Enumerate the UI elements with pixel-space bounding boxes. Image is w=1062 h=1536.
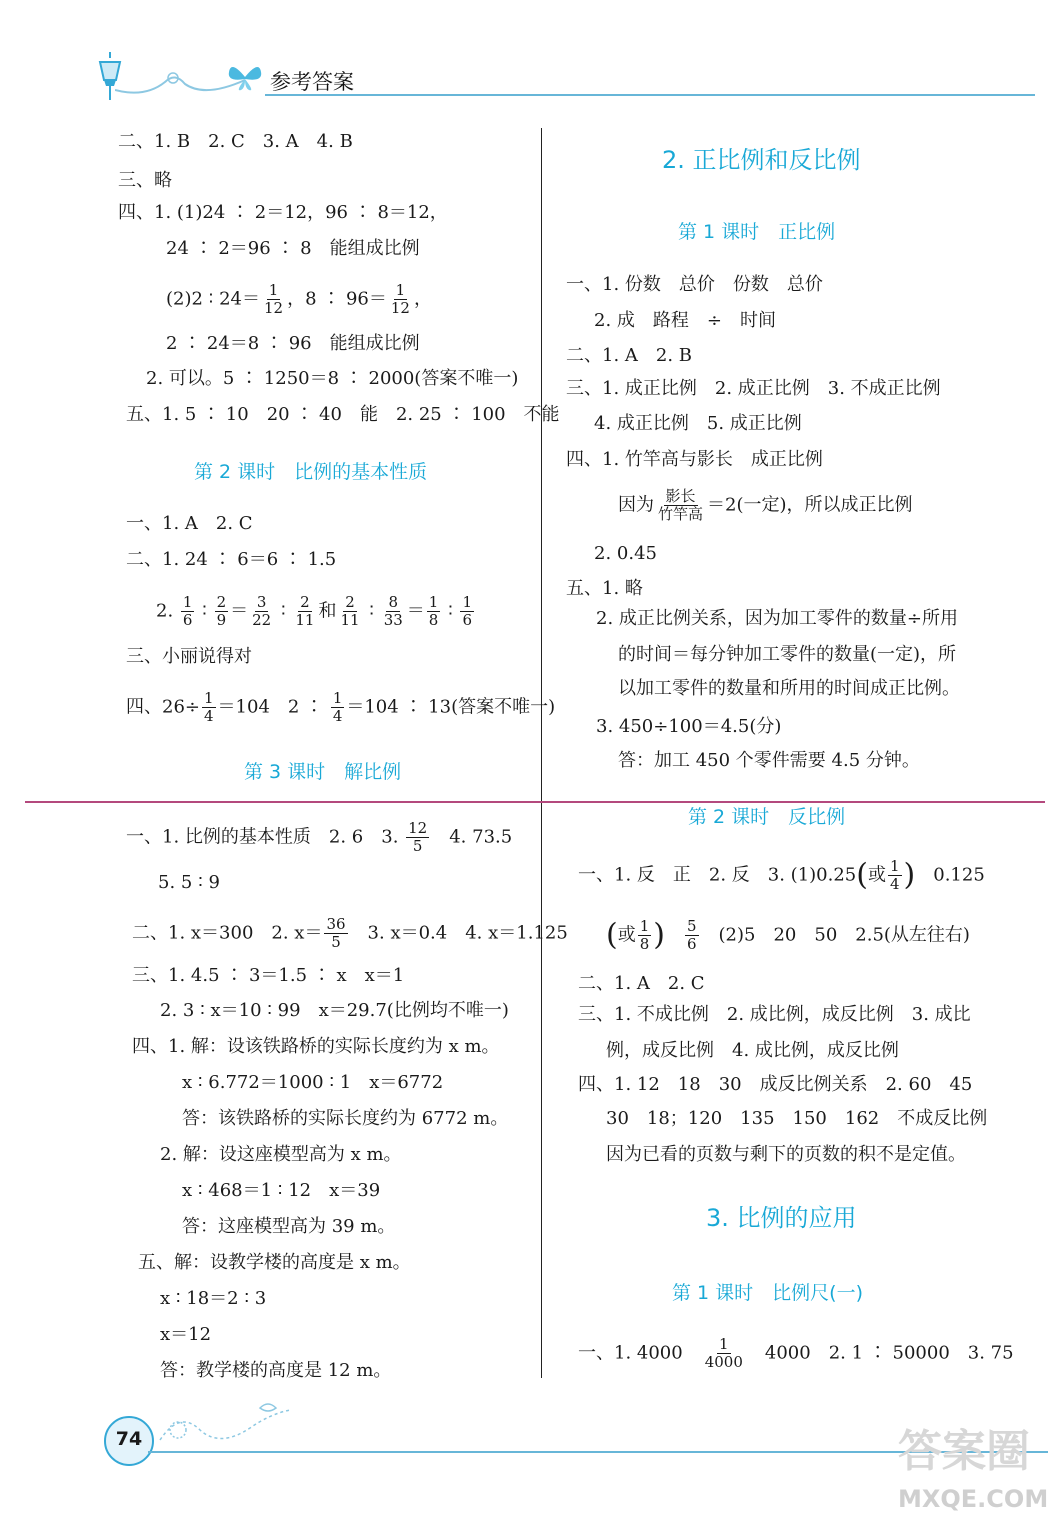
answer-line: 五、1. 略 — [566, 578, 643, 599]
section-heading: 第 1 课时 正比例 — [678, 221, 836, 243]
answer-line: 一、1. 反 正 2. 反 3. (1)0.25(或 $\frac{1}{4}$ ) 0.125 — [578, 857, 985, 893]
fraction: $\frac{8}{33}$ — [383, 593, 403, 629]
answer-line: 一、1. 份数 总价 份数 总价 — [566, 274, 823, 295]
fraction: $\frac{1}{6}$ — [182, 593, 193, 629]
fraction: $\frac{1}{12}$ — [390, 281, 410, 317]
fraction: $\frac{\text{影长}}{\text{竹竿高}}$ — [658, 487, 704, 523]
answer-line: 二、1. B 2. C 3. A 4. B — [118, 131, 353, 152]
answer-line: 2. 成正比例关系，因为加工零件的数量÷所用 — [596, 608, 958, 629]
section-heading: 第 2 课时 比例的基本性质 — [194, 461, 428, 483]
header-title: 参考答案 — [270, 70, 354, 94]
answer-line: 四、1. 竹竿高与影长 成正比例 — [566, 449, 823, 470]
answer-line: 4. 成正比例 5. 成正比例 — [594, 413, 802, 434]
answer-line: 2. 解：设这座模型高为 x m。 — [160, 1144, 402, 1165]
answer-line: 2. 成 路程 ÷ 时间 — [594, 310, 776, 331]
header-rule — [265, 94, 1035, 96]
fraction: $\frac{3}{22}$ — [252, 593, 272, 629]
answer-text: (2)2 ∶ 24＝ — [166, 288, 260, 310]
watermark-logo: 答案圈 — [898, 1426, 1030, 1477]
column-divider — [541, 128, 542, 1378]
swirl-decoration-icon — [150, 1400, 300, 1450]
butterfly-icon — [225, 60, 265, 94]
answer-line: x ∶ 6.772＝1000 ∶ 1 x＝6772 — [182, 1072, 444, 1093]
answer-line: 的时间＝每分钟加工零件的数量(一定)，所 — [618, 644, 957, 665]
answer-line: 三、小丽说得对 — [126, 646, 252, 667]
fraction: $\frac{1}{4}$ — [332, 689, 343, 725]
page-header — [90, 50, 1050, 110]
answer-line: 答：加工 450 个零件需要 4.5 分钟。 — [618, 750, 920, 771]
answer-line: 五、1. 5 ∶ 10 20 ∶ 40 能 2. 25 ∶ 100 不能 — [126, 404, 560, 425]
answer-line: 一、1. 比例的基本性质 2. 6 3. $\frac{12}{5}$ 4. 73.5 — [126, 819, 513, 855]
section-heading: 第 1 课时 比例尺(一) — [672, 1282, 863, 1304]
section-heading: 第 2 课时 反比例 — [688, 806, 846, 828]
section-heading: 第 3 课时 解比例 — [244, 761, 402, 783]
answer-line: 24 ∶ 2＝96 ∶ 8 能组成比例 — [166, 238, 420, 259]
answer-line: 2. 可以。5 ∶ 1250＝8 ∶ 2000(答案不唯一) — [146, 368, 519, 389]
answer-line: 三、略 — [118, 170, 172, 191]
fraction: $\frac{1}{6}$ — [462, 593, 473, 629]
answer-text: ，8 ∶ 96＝ — [287, 288, 387, 310]
answer-text: ， — [413, 288, 432, 310]
answer-line: 因为 $\frac{\text{影长}}{\text{竹竿高}}$ ＝2(一定)，所以成正比例 — [618, 487, 913, 523]
answer-line: 五、解：设教学楼的高度是 x m。 — [138, 1252, 411, 1273]
answer-line: 2 ∶ 24＝8 ∶ 96 能组成比例 — [166, 333, 420, 354]
fraction: $\frac{1}{8}$ — [428, 593, 439, 629]
fraction: $\frac{2}{9}$ — [216, 593, 227, 629]
answer-line: 四、1. 解：设该铁路桥的实际长度约为 x m。 — [132, 1036, 500, 1057]
answer-line: 二、1. x＝300 2. x＝ $\frac{36}{5}$ 3. x＝0.4 4. x＝1.125 — [132, 915, 568, 951]
answer-line: 5. 5 ∶ 9 — [158, 872, 220, 893]
page-number: 74 — [115, 1428, 143, 1450]
chapter-heading: 3. 比例的应用 — [706, 1204, 857, 1232]
answer-line: 二、1. A 2. B — [566, 345, 693, 366]
answer-line: 三、1. 成正比例 2. 成正比例 3. 不成正比例 — [566, 378, 941, 399]
fraction: $\frac{1}{4000}$ — [704, 1335, 743, 1371]
fraction: $\frac{12}{5}$ — [408, 819, 428, 855]
fraction: $\frac{2}{11}$ — [340, 593, 360, 629]
answer-line: 四、26÷ $\frac{1}{4}$ ＝104 2 ∶ $\frac{1}{4}$ ＝104 ∶ 13(答案不唯一) — [126, 689, 556, 725]
answer-line: 答：教学楼的高度是 12 m。 — [160, 1360, 392, 1381]
answer-line: 三、1. 不成比例 2. 成比例，成反比例 3. 成比 — [578, 1004, 971, 1025]
answer-line — [166, 282, 432, 317]
fraction: $\frac{1}{4}$ — [204, 689, 214, 725]
answer-line: 二、1. 24 ∶ 6＝6 ∶ 1.5 — [126, 549, 337, 570]
answer-line: 以加工零件的数量和所用的时间成正比例。 — [618, 678, 960, 699]
fraction: $\frac{2}{11}$ — [295, 593, 315, 629]
horizontal-divider — [25, 801, 1045, 803]
fraction: $\frac{1}{4}$ — [889, 857, 900, 893]
answer-line: 答：这座模型高为 39 m。 — [182, 1216, 396, 1237]
answer-line: 四、1. (1)24 ∶ 2＝12，96 ∶ 8＝12， — [118, 202, 448, 223]
answer-line: 二、1. A 2. C — [578, 973, 705, 994]
answer-line: 3. 450÷100＝4.5(分) — [596, 716, 782, 737]
answer-line: x＝12 — [160, 1324, 212, 1345]
watermark-url: MXQE.COM — [898, 1485, 1049, 1513]
fraction: $\frac{1}{8}$ — [639, 917, 650, 953]
chapter-heading: 2. 正比例和反比例 — [662, 146, 861, 174]
answer-line: 因为已看的页数与剩下的页数的积不是定值。 — [606, 1144, 966, 1165]
fraction: $\frac{1}{12}$ — [263, 281, 284, 317]
answer-line: 四、1. 12 18 30 成反比例关系 2. 60 45 — [578, 1074, 973, 1095]
answer-line: 三、1. 4.5 ∶ 3＝1.5 ∶ x x＝1 — [132, 965, 405, 986]
answer-line: x ∶ 468＝1 ∶ 12 x＝39 — [182, 1180, 381, 1201]
answer-line: 2. 3 ∶ x＝10 ∶ 99 x＝29.7(比例均不唯一) — [160, 1000, 509, 1021]
answer-line: 一、1. 4000 $\frac{1}{4000}$ 4000 2. 1 ∶ 50000 3. 75 — [578, 1335, 1014, 1371]
answer-line: (或 $\frac{1}{8}$ ) $\frac{5}{6}$ (2)5 20 50 2.5(从左往右) — [606, 917, 970, 953]
answer-line: 答：该铁路桥的实际长度约为 6772 m。 — [182, 1108, 509, 1129]
watermark — [898, 1415, 1048, 1525]
answer-line: 2. 0.45 — [594, 543, 657, 564]
answer-line: 30 18；120 135 150 162 不成反比例 — [606, 1108, 988, 1129]
fraction: $\frac{36}{5}$ — [326, 915, 346, 951]
answer-line: 一、1. A 2. C — [126, 513, 253, 534]
page-number-badge — [104, 1416, 154, 1466]
answer-line: x ∶ 18＝2 ∶ 3 — [160, 1288, 267, 1309]
answer-line: 2. $\frac{1}{6}$ ∶ $\frac{2}{9}$ ＝ $\frac{3}{22}$ ∶ $\frac{2}{11}$ 和 $\frac{2}{11}$ ∶ $\frac{8}{33}$ ＝ $\frac{1}{8}$ ∶ $\frac{1}{6}$ — [156, 593, 473, 629]
fraction: $\frac{5}{6}$ — [686, 917, 697, 953]
answer-line: 例，成反比例 4. 成比例，成反比例 — [606, 1040, 899, 1061]
